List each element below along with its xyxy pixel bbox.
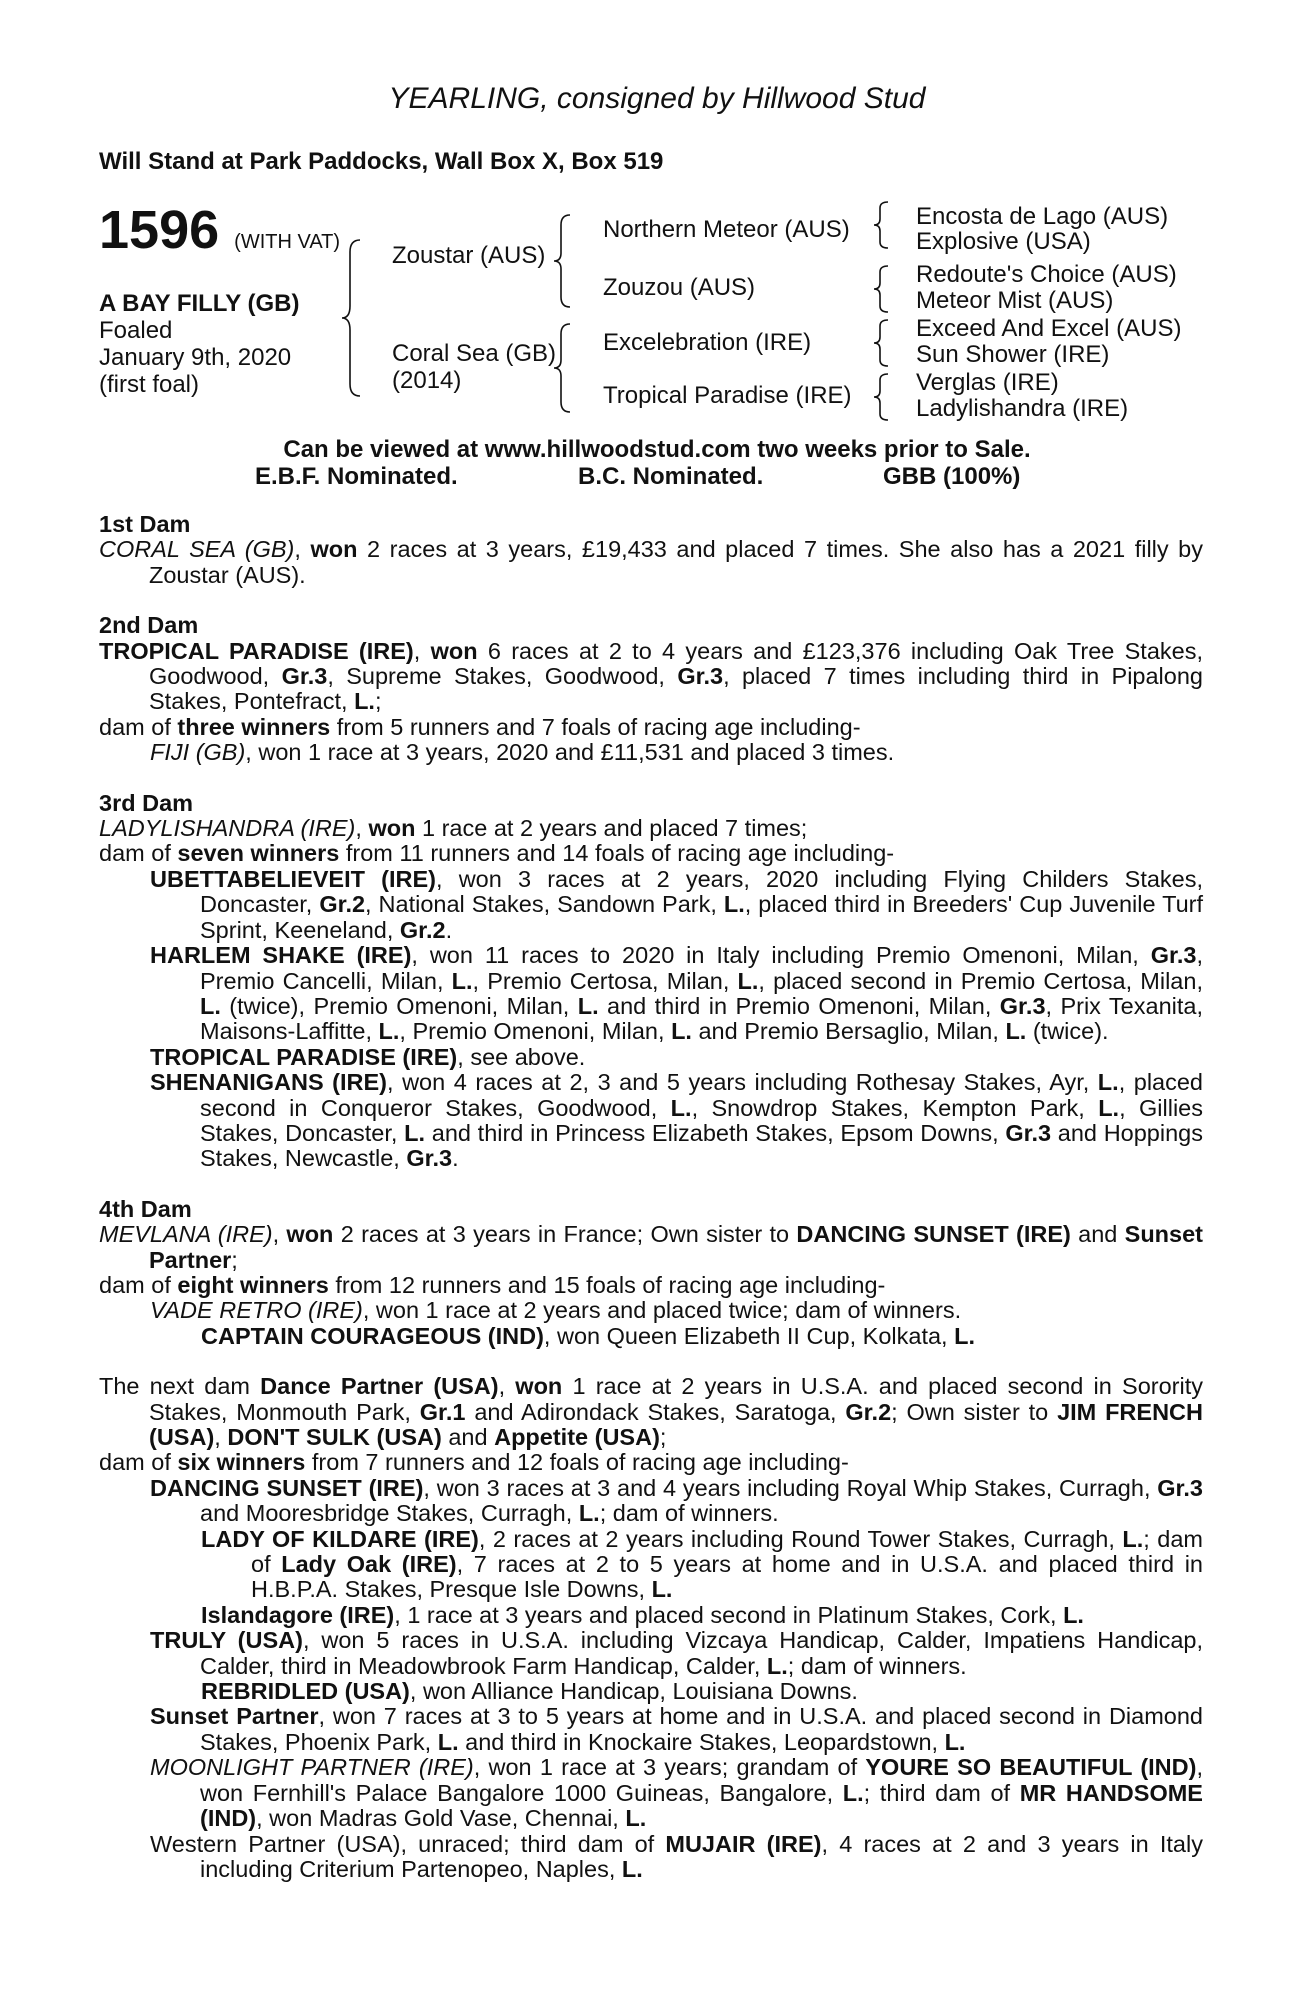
bold-text: Gr.3 [999,992,1046,1019]
bold-text: JIM FRENCH (USA) [149,1398,1203,1450]
bold-text: Gr.2 [319,891,366,918]
bold-text: MR HANDSOME (IND) [200,1779,1203,1832]
bold-text: L. [1097,1069,1119,1096]
pedigree-sire: Zoustar (AUS) [392,242,546,269]
bold-text: Lady Oak (IRE) [281,1551,457,1578]
bold-text: three winners [177,713,331,740]
foaled-label: Foaled [99,317,173,344]
bold-text: L. [625,1805,647,1832]
fourth-dam-line: CAPTAIN COURAGEOUS (IND), won Queen Elizabeth II Cup, Kolkata, L. [201,1322,975,1349]
second-dam-line: FIJI (GB), won 1 race at 3 years, 2020 and £11,531 and placed 3 times. [150,739,895,766]
nomination-ebf: E.B.F. Nominated. [255,463,458,490]
bold-text: Appetite (USA) [494,1424,660,1450]
bold-text: L. [1063,1601,1084,1628]
fourth-dam-heading: 4th Dam [99,1195,192,1222]
fourth-dam-line: VADE RETRO (IRE), won 1 race at 2 years and placed twice; dam of winners. [150,1297,962,1324]
first-dam-line: CORAL SEA (GB), won 2 races at 3 years, £19,433 and placed 7 times. She also has a 2021 filly by Zoustar (AUS). [99,536,1203,588]
bold-text: TROPICAL PARADISE (IRE) [99,637,414,664]
pedigree-dss: Exceed And Excel (AUS) [916,315,1182,342]
bold-text: L. [944,1728,966,1755]
bold-text: YOURE SO BEAUTIFUL (IND) [865,1754,1197,1781]
foal-note: (first foal) [99,371,200,398]
bold-text: L. [671,1018,692,1045]
italic-text: LADYLISHANDRA (IRE) [99,815,356,842]
next-dam-line: MOONLIGHT PARTNER (IRE), won 1 race at 3 years; grandam of YOURE SO BEAUTIFUL (IND), won Fernhill's Palace Bangalore 1000 Guineas, Bangalore, L.; third dam of MR HANDSOME (IND), won Madras Gold Vase, Chennai, L. [150,1754,1203,1832]
third-dam-line: HARLEM SHAKE (IRE), won 11 races to 2020 in Italy including Premio Omenoni, Milan, Gr.3, Premio Cancelli, Milan, L., Premio Certosa, Milan, L., placed second in Premio Certosa, Milan, L. (twice), Premio Omenoni, Milan, L. and third in Premio Omenoni, Milan, Gr.3, Prix Texanita, Maisons-Laffitte, L., Premio Omenoni, Milan, L. and Premio Bersaglio, Milan, L. (twice). [150,942,1203,1045]
bold-text: L. [723,891,745,918]
vat-label: (WITH VAT) [234,231,341,253]
pedigree-brace-sd [872,264,892,314]
pedigree-sds: Redoute's Choice (AUS) [916,261,1177,288]
bold-text: TRULY (USA) [150,1627,303,1654]
pedigree-dsd: Sun Shower (IRE) [916,341,1110,368]
page-header: YEARLING, consigned by Hillwood Stud [388,82,926,115]
second-dam-line: TROPICAL PARADISE (IRE), won 6 races at 2 to 4 years and £123,376 including Oak Tree Stakes, Goodwood, Gr.3, Supreme Stakes, Goodwood, Gr.3, placed 7 times including third in Pipalong Stakes, Pontefract, L.; [99,637,1203,715]
bold-text: L. [766,1652,788,1679]
pedigree-dam-sire: Excelebration (IRE) [603,329,812,356]
viewing-note: Can be viewed at www.hillwoodstud.com two weeks prior to Sale. [283,436,1031,463]
bold-text: MUJAIR (IRE) [665,1830,822,1857]
next-dam-line: Western Partner (USA), unraced; third dam of MUJAIR (IRE), 4 races at 2 and 3 years in Italy including Criterium Partenopeo, Naples, L. [150,1830,1203,1882]
bold-text: won [368,815,416,842]
first-dam-heading: 1st Dam [99,511,191,537]
pedigree-sss: Encosta de Lago (AUS) [916,203,1169,230]
bold-text: Gr.3 [1150,942,1197,969]
pedigree-brace-ss [872,200,892,250]
bold-text: Gr.2 [399,916,446,943]
bold-text: L. [437,1728,459,1755]
lot-number [99,200,340,272]
bold-text: eight winners [177,1271,329,1298]
bold-text: Gr.3 [1005,1119,1052,1146]
bold-text: CAPTAIN COURAGEOUS (IND) [201,1322,544,1349]
italic-text: CORAL SEA (GB) [99,536,295,563]
bold-text: L. [1098,1094,1120,1121]
bold-text: TROPICAL PARADISE (IRE) [150,1043,458,1070]
bold-text: Gr.3 [281,663,328,690]
next-dam-line: REBRIDLED (USA), won Alliance Handicap, Louisiana Downs. [201,1678,858,1705]
next-dam-line: Sunset Partner, won 7 races at 3 to 5 years at home and in U.S.A. and placed second in Diamond Stakes, Phoenix Park, L. and third in Knockaire Stakes, Leopardstown, L. [150,1703,1203,1755]
third-dam-line: LADYLISHANDRA (IRE), won 1 race at 2 years and placed 7 times; [99,815,808,842]
bold-text: SHENANIGANS (IRE) [150,1069,388,1096]
pedigree-dam: Coral Sea (GB) [392,340,557,367]
next-dam-line: LADY OF KILDARE (IRE), 2 races at 2 years including Round Tower Stakes, Curragh, L.; dam of Lady Oak (IRE), 7 races at 2 to 5 years at home and in U.S.A. and placed third in H.B.P.A. Stakes, Presque Isle Downs, L. [201,1525,1203,1603]
bold-text: L. [670,1094,692,1121]
italic-text: MEVLANA (IRE) [99,1221,273,1248]
pedigree-dds: Verglas (IRE) [916,369,1059,396]
next-dam-line: DANCING SUNSET (IRE), won 3 races at 3 and 4 years including Royal Whip Stakes, Curragh, Gr.3 and Mooresbridge Stakes, Curragh, L.; dam of winners. [150,1474,1203,1527]
bold-text: L. [378,1018,400,1045]
pedigree-ssd: Explosive (USA) [916,228,1091,255]
bold-text: Sunset Partner [150,1703,319,1730]
bold-text: L. [354,688,375,715]
third-dam-line: SHENANIGANS (IRE), won 4 races at 2, 3 and 5 years including Rothesay Stakes, Ayr, L., placed second in Conqueror Stakes, Goodwood, L., Snowdrop Stakes, Kempton Park, L., Gillies Stakes, Doncaster, L. and third in Princess Elizabeth Stakes, Epsom Downs, Gr.3 and Hoppings Stakes, Newcastle, Gr.3. [150,1069,1203,1172]
bold-text: six winners [177,1449,306,1476]
bold-text: Gr.3 [677,663,724,690]
pedigree-dam-year: (2014) [392,367,462,394]
bold-text: DON'T SULK (USA) [227,1424,442,1450]
next-dam-line: dam of six winners from 7 runners and 12 foals of racing age including- [99,1449,849,1476]
horse-description [99,290,299,398]
third-dam-line: TROPICAL PARADISE (IRE), see above. [150,1043,586,1070]
bold-text: won [430,637,478,664]
bold-text: won [515,1373,563,1400]
bold-text: Gr.3 [1157,1474,1203,1501]
bold-text: L. [651,1576,673,1603]
bold-text: L. [737,967,759,994]
fourth-dam-line: MEVLANA (IRE), won 2 races at 3 years in France; Own sister to DANCING SUNSET (IRE) and Sunset Partner; [99,1221,1204,1273]
pedigree-dam-dam: Tropical Paradise (IRE) [603,382,852,409]
third-dam-line: dam of seven winners from 11 runners and 14 foals of racing age including- [99,840,895,867]
second-dam-heading: 2nd Dam [99,612,199,639]
third-dam-line: UBETTABELIEVEIT (IRE), won 3 races at 2 years, 2020 including Flying Childers Stakes, Doncaster, Gr.2, National Stakes, Sandown Park, L., placed third in Breeders' Cup Juvenile Turf Sprint, Keeneland, Gr.2. [150,865,1204,943]
second-dam-line: dam of three winners from 5 runners and 7 foals of racing age including- [99,713,861,740]
pedigree-brace-sire [552,213,574,309]
bold-text: Islandagore (IRE) [201,1601,395,1628]
bold-text: seven winners [177,840,340,867]
italic-text: MOONLIGHT PARTNER (IRE) [150,1754,474,1781]
lot-number-value: 1596 [99,200,220,260]
nomination-bc: B.C. Nominated. [578,463,764,490]
next-dam-line: Islandagore (IRE), 1 race at 3 years and placed second in Platinum Stakes, Cork, L. [201,1601,1084,1628]
bold-text: HARLEM SHAKE (IRE) [150,942,412,969]
pedigree-brace-dam [552,322,574,414]
pedigree-ddd: Ladylishandra (IRE) [916,395,1129,422]
italic-text: FIJI (GB) [150,739,246,766]
fourth-dam-line: dam of eight winners from 12 runners and 15 foals of racing age including- [99,1271,886,1298]
bold-text: L. [842,1779,864,1806]
bold-text: L. [954,1322,975,1349]
bold-text: L. [404,1119,426,1146]
bold-text: DANCING SUNSET (IRE) [796,1221,1071,1248]
pedigree-sdd: Meteor Mist (AUS) [916,287,1114,314]
nomination-gbb: GBB (100%) [883,463,1021,490]
bold-text: L. [577,992,599,1019]
bold-text: REBRIDLED (USA) [201,1678,410,1705]
foaled-date: January 9th, 2020 [99,344,292,371]
bold-text: L. [1005,1018,1027,1045]
pedigree-brace-ds [872,318,892,368]
bold-text: Dance Partner (USA) [260,1373,499,1400]
bold-text: Sunset Partner [149,1221,1204,1273]
third-dam-heading: 3rd Dam [99,789,194,816]
bold-text: L. [1122,1525,1144,1552]
pedigree-sire-sire: Northern Meteor (AUS) [603,216,850,243]
pedigree-brace-main [340,238,364,398]
bold-text: Gr.2 [845,1398,892,1425]
horse-name: A BAY FILLY (GB) [99,290,300,317]
bold-text: LADY OF KILDARE (IRE) [201,1525,479,1552]
bold-text: won [310,536,358,563]
stand-location: Will Stand at Park Paddocks, Wall Box X, Box 519 [99,148,664,175]
bold-text: L. [200,992,221,1019]
bold-text: L. [621,1855,643,1882]
bold-text: Gr.3 [406,1145,453,1172]
bold-text: UBETTABELIEVEIT (IRE) [150,865,436,892]
next-dam-line: TRULY (USA), won 5 races in U.S.A. including Vizcaya Handicap, Calder, Impatiens Handicap, Calder, third in Meadowbrook Farm Handicap, Calder, L.; dam of winners. [150,1627,1203,1679]
bold-text: DANCING SUNSET (IRE) [150,1474,424,1501]
pedigree-brace-dd [872,372,892,422]
bold-text: won [286,1221,334,1248]
dam-records [99,512,1203,1882]
next-dam-line: The next dam Dance Partner (USA), won 1 race at 2 years in U.S.A. and placed second in Sorority Stakes, Monmouth Park, Gr.1 and Adirondack Stakes, Saratoga, Gr.2; Own sister to JIM FRENCH (USA), DON'T SULK (USA) and Appetite (USA); [99,1373,1203,1450]
bold-text: Gr.1 [419,1398,466,1425]
bold-text: L. [451,967,473,994]
italic-text: VADE RETRO (IRE) [150,1297,363,1324]
pedigree-sire-dam: Zouzou (AUS) [603,274,756,301]
bold-text: L. [578,1500,600,1527]
